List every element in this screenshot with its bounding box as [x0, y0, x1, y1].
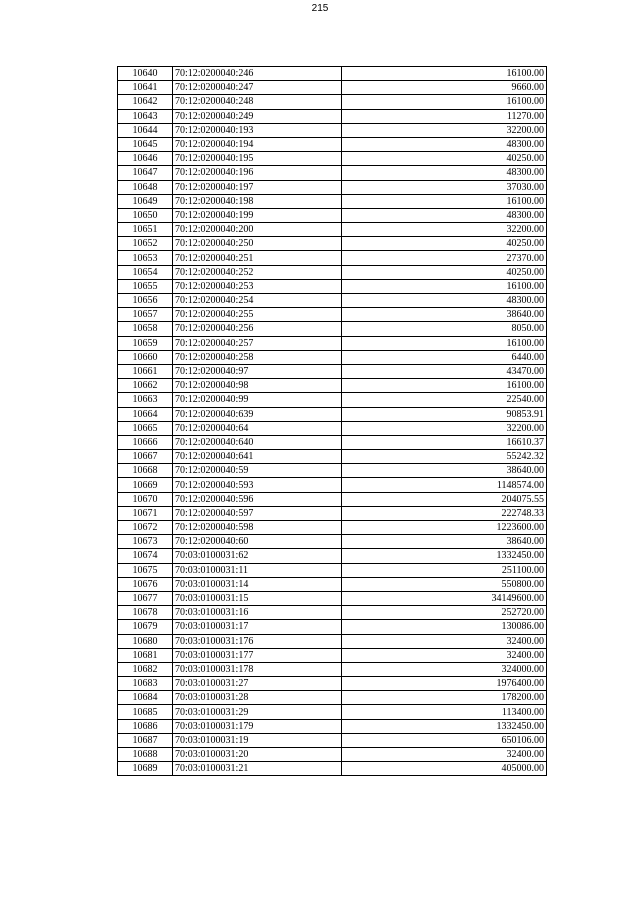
row-number-cell: 10661: [118, 364, 173, 378]
value-cell: 32400.00: [342, 648, 547, 662]
row-number-cell: 10645: [118, 137, 173, 151]
value-cell: 178200.00: [342, 691, 547, 705]
cadastral-number-cell: 70:12:0200040:639: [173, 407, 342, 421]
cadastral-number-cell: 70:12:0200040:99: [173, 393, 342, 407]
value-cell: 1332450.00: [342, 719, 547, 733]
value-cell: 16610.37: [342, 435, 547, 449]
cadastral-number-cell: 70:03:0100031:14: [173, 577, 342, 591]
cadastral-number-cell: 70:03:0100031:178: [173, 662, 342, 676]
row-number-cell: 10682: [118, 662, 173, 676]
row-number-cell: 10677: [118, 591, 173, 605]
row-number-cell: 10680: [118, 634, 173, 648]
cadastral-number-cell: 70:12:0200040:196: [173, 166, 342, 180]
cadastral-number-cell: 70:12:0200040:257: [173, 336, 342, 350]
value-cell: 252720.00: [342, 606, 547, 620]
table-row: [118, 336, 547, 350]
row-number-cell: 10679: [118, 620, 173, 634]
value-cell: 550800.00: [342, 577, 547, 591]
cadastre-table: [117, 66, 547, 776]
row-number-cell: 10676: [118, 577, 173, 591]
row-number-cell: 10686: [118, 719, 173, 733]
table-row: [118, 521, 547, 535]
value-cell: 40250.00: [342, 265, 547, 279]
value-cell: 113400.00: [342, 705, 547, 719]
cadastral-number-cell: 70:12:0200040:197: [173, 180, 342, 194]
table-row: [118, 691, 547, 705]
value-cell: 48300.00: [342, 137, 547, 151]
table-row: [118, 223, 547, 237]
row-number-cell: 10689: [118, 762, 173, 776]
row-number-cell: 10656: [118, 294, 173, 308]
row-number-cell: 10650: [118, 208, 173, 222]
value-cell: 16100.00: [342, 95, 547, 109]
value-cell: 251100.00: [342, 563, 547, 577]
table-row: [118, 166, 547, 180]
row-number-cell: 10674: [118, 549, 173, 563]
row-number-cell: 10664: [118, 407, 173, 421]
table-row: [118, 762, 547, 776]
table-row: [118, 322, 547, 336]
cadastral-number-cell: 70:12:0200040:249: [173, 109, 342, 123]
row-number-cell: 10647: [118, 166, 173, 180]
row-number-cell: 10688: [118, 748, 173, 762]
value-cell: 1976400.00: [342, 677, 547, 691]
cadastral-number-cell: 70:03:0100031:29: [173, 705, 342, 719]
row-number-cell: 10641: [118, 81, 173, 95]
cadastral-number-cell: 70:03:0100031:19: [173, 733, 342, 747]
cadastral-number-cell: 70:12:0200040:255: [173, 308, 342, 322]
cadastral-number-cell: 70:03:0100031:16: [173, 606, 342, 620]
value-cell: 16100.00: [342, 336, 547, 350]
cadastral-number-cell: 70:03:0100031:176: [173, 634, 342, 648]
value-cell: 32200.00: [342, 223, 547, 237]
value-cell: 16100.00: [342, 379, 547, 393]
value-cell: 48300.00: [342, 166, 547, 180]
cadastral-number-cell: 70:03:0100031:15: [173, 591, 342, 605]
cadastral-number-cell: 70:12:0200040:199: [173, 208, 342, 222]
page-number: 215: [311, 3, 329, 14]
value-cell: 40250.00: [342, 237, 547, 251]
cadastral-number-cell: 70:12:0200040:248: [173, 95, 342, 109]
cadastral-number-cell: 70:12:0200040:640: [173, 435, 342, 449]
value-cell: 48300.00: [342, 294, 547, 308]
cadastral-number-cell: 70:03:0100031:177: [173, 648, 342, 662]
cadastral-number-cell: 70:03:0100031:27: [173, 677, 342, 691]
cadastral-number-cell: 70:03:0100031:11: [173, 563, 342, 577]
value-cell: 9660.00: [342, 81, 547, 95]
row-number-cell: 10673: [118, 535, 173, 549]
cadastral-number-cell: 70:03:0100031:20: [173, 748, 342, 762]
row-number-cell: 10657: [118, 308, 173, 322]
row-number-cell: 10681: [118, 648, 173, 662]
row-number-cell: 10668: [118, 464, 173, 478]
cadastral-number-cell: 70:12:0200040:252: [173, 265, 342, 279]
table-row: [118, 152, 547, 166]
table-row: [118, 748, 547, 762]
table-row: [118, 464, 547, 478]
cadastral-number-cell: 70:12:0200040:593: [173, 478, 342, 492]
table-row: [118, 109, 547, 123]
cadastral-number-cell: 70:12:0200040:254: [173, 294, 342, 308]
value-cell: 40250.00: [342, 152, 547, 166]
table-row: [118, 265, 547, 279]
row-number-cell: 10662: [118, 379, 173, 393]
table-row: [118, 577, 547, 591]
table-row: [118, 535, 547, 549]
cadastral-number-cell: 70:03:0100031:21: [173, 762, 342, 776]
table-row: [118, 208, 547, 222]
value-cell: 48300.00: [342, 208, 547, 222]
row-number-cell: 10683: [118, 677, 173, 691]
row-number-cell: 10646: [118, 152, 173, 166]
table-row: [118, 67, 547, 81]
value-cell: 16100.00: [342, 194, 547, 208]
table-row: [118, 81, 547, 95]
row-number-cell: 10678: [118, 606, 173, 620]
row-number-cell: 10644: [118, 123, 173, 137]
table-row: [118, 648, 547, 662]
cadastral-number-cell: 70:12:0200040:59: [173, 464, 342, 478]
value-cell: 324000.00: [342, 662, 547, 676]
cadastral-number-cell: 70:03:0100031:62: [173, 549, 342, 563]
table-row: [118, 350, 547, 364]
table-row: [118, 705, 547, 719]
table-row: [118, 180, 547, 194]
value-cell: 16100.00: [342, 279, 547, 293]
table-row: [118, 634, 547, 648]
table-row: [118, 393, 547, 407]
row-number-cell: 10675: [118, 563, 173, 577]
row-number-cell: 10669: [118, 478, 173, 492]
row-number-cell: 10640: [118, 67, 173, 81]
cadastral-number-cell: 70:12:0200040:596: [173, 492, 342, 506]
row-number-cell: 10659: [118, 336, 173, 350]
value-cell: 222748.33: [342, 506, 547, 520]
cadastral-number-cell: 70:12:0200040:253: [173, 279, 342, 293]
table-body: [118, 67, 547, 776]
cadastral-number-cell: 70:12:0200040:64: [173, 421, 342, 435]
table-row: [118, 620, 547, 634]
row-number-cell: 10648: [118, 180, 173, 194]
table-row: [118, 123, 547, 137]
value-cell: 90853.91: [342, 407, 547, 421]
row-number-cell: 10660: [118, 350, 173, 364]
value-cell: 32200.00: [342, 421, 547, 435]
table-row: [118, 407, 547, 421]
table-row: [118, 95, 547, 109]
cadastral-number-cell: 70:12:0200040:246: [173, 67, 342, 81]
cadastral-number-cell: 70:12:0200040:194: [173, 137, 342, 151]
row-number-cell: 10671: [118, 506, 173, 520]
cadastral-number-cell: 70:12:0200040:247: [173, 81, 342, 95]
table-row: [118, 506, 547, 520]
table-row: [118, 606, 547, 620]
table-row: [118, 237, 547, 251]
value-cell: 1332450.00: [342, 549, 547, 563]
cadastral-number-cell: 70:12:0200040:198: [173, 194, 342, 208]
row-number-cell: 10672: [118, 521, 173, 535]
row-number-cell: 10667: [118, 450, 173, 464]
value-cell: 16100.00: [342, 67, 547, 81]
cadastral-number-cell: 70:12:0200040:60: [173, 535, 342, 549]
table-row: [118, 478, 547, 492]
cadastral-number-cell: 70:12:0200040:200: [173, 223, 342, 237]
table-row: [118, 492, 547, 506]
row-number-cell: 10653: [118, 251, 173, 265]
value-cell: 6440.00: [342, 350, 547, 364]
row-number-cell: 10651: [118, 223, 173, 237]
table-row: [118, 294, 547, 308]
row-number-cell: 10685: [118, 705, 173, 719]
row-number-cell: 10655: [118, 279, 173, 293]
table-row: [118, 563, 547, 577]
table-row: [118, 662, 547, 676]
table-row: [118, 279, 547, 293]
value-cell: 34149600.00: [342, 591, 547, 605]
value-cell: 38640.00: [342, 308, 547, 322]
value-cell: 11270.00: [342, 109, 547, 123]
table-row: [118, 251, 547, 265]
value-cell: 1148574.00: [342, 478, 547, 492]
row-number-cell: 10652: [118, 237, 173, 251]
cadastral-number-cell: 70:03:0100031:179: [173, 719, 342, 733]
value-cell: 405000.00: [342, 762, 547, 776]
value-cell: 22540.00: [342, 393, 547, 407]
value-cell: 130086.00: [342, 620, 547, 634]
row-number-cell: 10654: [118, 265, 173, 279]
table-row: [118, 719, 547, 733]
table-row: [118, 137, 547, 151]
row-number-cell: 10649: [118, 194, 173, 208]
cadastral-number-cell: 70:12:0200040:193: [173, 123, 342, 137]
cadastral-number-cell: 70:12:0200040:98: [173, 379, 342, 393]
row-number-cell: 10665: [118, 421, 173, 435]
value-cell: 1223600.00: [342, 521, 547, 535]
cadastral-number-cell: 70:03:0100031:17: [173, 620, 342, 634]
row-number-cell: 10663: [118, 393, 173, 407]
value-cell: 38640.00: [342, 535, 547, 549]
cadastral-number-cell: 70:12:0200040:598: [173, 521, 342, 535]
cadastral-number-cell: 70:12:0200040:251: [173, 251, 342, 265]
table-row: [118, 733, 547, 747]
row-number-cell: 10666: [118, 435, 173, 449]
table-row: [118, 677, 547, 691]
table-row: [118, 450, 547, 464]
table-row: [118, 591, 547, 605]
value-cell: 204075.55: [342, 492, 547, 506]
cadastral-number-cell: 70:12:0200040:641: [173, 450, 342, 464]
value-cell: 8050.00: [342, 322, 547, 336]
table-row: [118, 549, 547, 563]
table-row: [118, 308, 547, 322]
value-cell: 55242.32: [342, 450, 547, 464]
value-cell: 43470.00: [342, 364, 547, 378]
cadastral-number-cell: 70:12:0200040:97: [173, 364, 342, 378]
table-row: [118, 194, 547, 208]
value-cell: 32400.00: [342, 748, 547, 762]
table-row: [118, 364, 547, 378]
row-number-cell: 10658: [118, 322, 173, 336]
value-cell: 27370.00: [342, 251, 547, 265]
cadastral-number-cell: 70:12:0200040:256: [173, 322, 342, 336]
value-cell: 650106.00: [342, 733, 547, 747]
cadastral-number-cell: 70:12:0200040:250: [173, 237, 342, 251]
table-row: [118, 379, 547, 393]
table-row: [118, 421, 547, 435]
row-number-cell: 10670: [118, 492, 173, 506]
cadastral-number-cell: 70:12:0200040:597: [173, 506, 342, 520]
value-cell: 32200.00: [342, 123, 547, 137]
value-cell: 32400.00: [342, 634, 547, 648]
row-number-cell: 10643: [118, 109, 173, 123]
value-cell: 38640.00: [342, 464, 547, 478]
row-number-cell: 10687: [118, 733, 173, 747]
value-cell: 37030.00: [342, 180, 547, 194]
row-number-cell: 10642: [118, 95, 173, 109]
cadastral-number-cell: 70:12:0200040:195: [173, 152, 342, 166]
table-row: [118, 435, 547, 449]
row-number-cell: 10684: [118, 691, 173, 705]
cadastral-number-cell: 70:03:0100031:28: [173, 691, 342, 705]
cadastral-number-cell: 70:12:0200040:258: [173, 350, 342, 364]
